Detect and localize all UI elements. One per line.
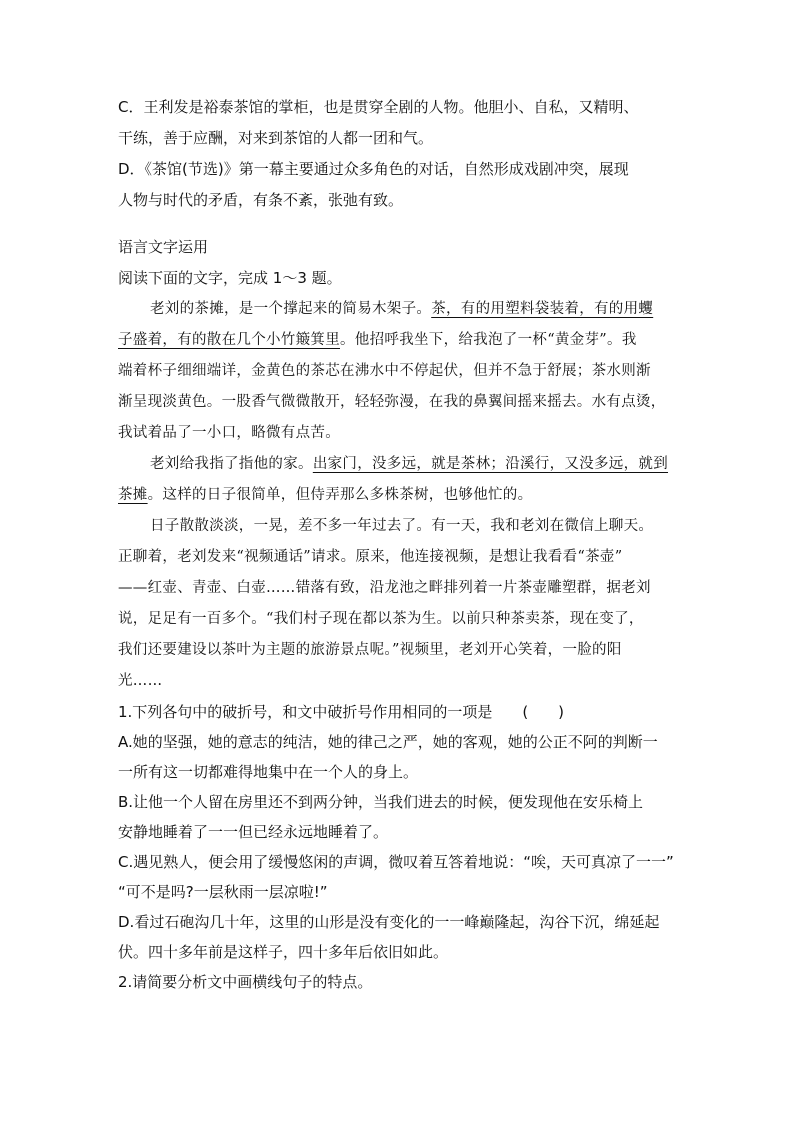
passage-line: 渐呈现淡黄色。一股香气微微散开，轻轻弥漫，在我的鼻翼间摇来摇去。水有点烫， xyxy=(118,394,666,410)
passage-line xyxy=(118,294,678,325)
passage-text: 老刘给我指了指他的家。 xyxy=(150,456,313,472)
passage-line xyxy=(118,449,678,480)
passage-text: 。这样的日子很简单，但侍弄那么多株茶树，也够他忙的。 xyxy=(147,487,533,503)
passage-line: 我们还要建设以茶叶为主题的旅游景点呢。”视频里，老刘开心笑着，一脸的阳 xyxy=(118,642,622,658)
underlined-sentence: 子盛着，有的散在几个小竹簸箕里 xyxy=(118,332,340,348)
underlined-sentence: 出家门，没多远，就是茶林；沿溪行，又没多远，就到 xyxy=(312,456,669,472)
option-c: C.遇见熟人，便会用了缓慢悠闲的声调，微叹着互答着地说：“唉，天可真凉了一一” xyxy=(118,853,674,871)
option-d: D.看过石砲沟几十年，这里的山形是没有变化的一一峰巅隆起，沟谷下沉，绵延起 xyxy=(118,913,660,931)
passage-line: 正聊着，老刘发来“视频通话”请求。原来，他连接视频，是想让我看看“茶壶” xyxy=(118,549,623,565)
passage-line: 说，足足有一百多个。“我们村子现在都以茶为生。以前只种茶卖茶，现在变了， xyxy=(118,611,644,627)
passage-line xyxy=(118,325,678,356)
option-d-cont: 伏。四十多年前是这样子，四十多年后依旧如此。 xyxy=(118,943,449,961)
option-a-cont: 一所有这一切都难得地集中在一个人的身上。 xyxy=(118,763,419,781)
questions xyxy=(118,697,678,997)
text-line: 人物与时代的矛盾，有条不紊，张弛有致。 xyxy=(118,191,404,209)
passage-line xyxy=(118,480,678,511)
passage-line: 日子散散淡淡，一晃，差不多一年过去了。有一天，我和老刘在微信上聊天。 xyxy=(150,518,654,534)
passage-text: 老刘的茶摊，是一个撑起来的简易木架子。 xyxy=(150,301,432,317)
question-2: 2.请简要分析文中画横线句子的特点。 xyxy=(118,973,373,991)
passage-line: 我试着品了一小口，略微有点苦。 xyxy=(118,425,340,441)
option-d-top xyxy=(118,154,678,216)
passage-line: 端着杯子细细端详，金黄色的茶芯在沸水中不停起伏，但并不急于舒展；茶水则渐 xyxy=(118,363,651,379)
option-b-cont: 安静地睡着了一一但已经永远地睡着了。 xyxy=(118,823,389,841)
section-title: 语言文字运用 xyxy=(118,238,209,256)
option-b: B.让他一个人留在房里还不到两分钟，当我们进去的时候，便发现他在安乐椅上 xyxy=(118,793,644,811)
instruction: 阅读下面的文字，完成 1～3 题。 xyxy=(118,269,342,287)
underlined-sentence: 茶，有的用塑料袋装着，有的用蠼 xyxy=(431,301,654,317)
option-c-top xyxy=(118,92,678,154)
underlined-sentence: 茶摊 xyxy=(118,487,148,503)
passage-text: 。他招呼我坐下，给我泡了一杯“黄金芽”。我 xyxy=(340,332,637,348)
text-line: 干练，善于应酬，对来到茶馆的人都一团和气。 xyxy=(118,129,434,147)
option-a: A.她的坚强，她的意志的纯洁，她的律己之严，她的客观，她的公正不阿的判断一 xyxy=(118,733,658,751)
document-page xyxy=(118,92,678,997)
question-1: 1.下列各句中的破折号，和文中破折号作用相同的一项是 ( ) xyxy=(118,703,565,721)
option-c-cont: “可不是吗?一层秋雨一层凉啦!” xyxy=(118,883,328,901)
text-line: C．王利发是裕泰茶馆的掌柜，也是贯穿全剧的人物。他胆小、自私，又精明、 xyxy=(118,98,639,116)
passage-line: 光…… xyxy=(118,673,163,689)
text-line: D．《茶馆(节选)》第一幕主要通过众多角色的对话，自然形成戏剧冲突，展现 xyxy=(118,160,629,178)
reading-passage xyxy=(118,294,678,697)
passage-line: ——红壶、青壶、白壶……错落有致，沿龙池之畔排列着一片茶壶雕塑群，据老刘 xyxy=(118,580,651,596)
